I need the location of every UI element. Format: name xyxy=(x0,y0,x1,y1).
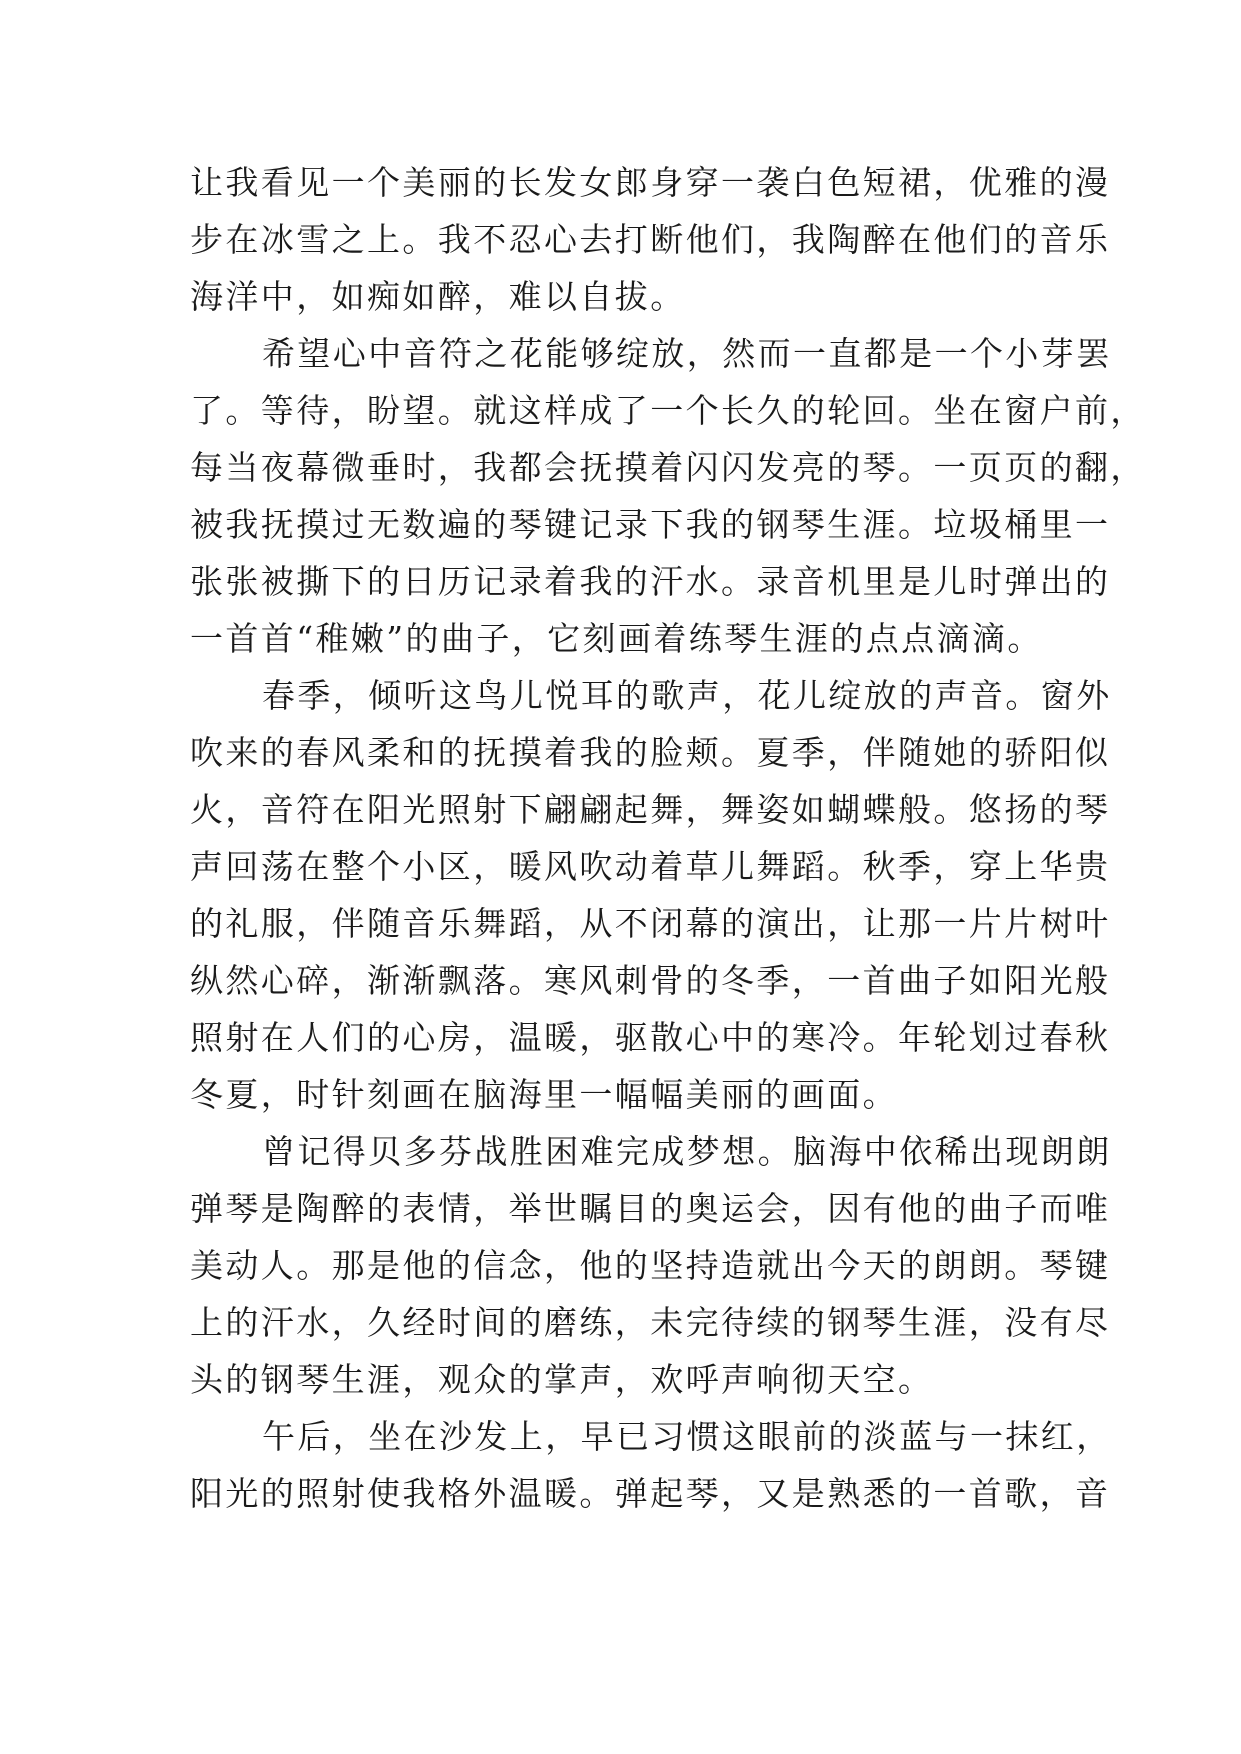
text-line: 吹来的春风柔和的抚摸着我的脸颊。夏季，伴随她的骄阳似 xyxy=(190,733,1111,772)
document-page xyxy=(190,154,1146,1522)
text-line: 被我抚摸过无数遍的琴键记录下我的钢琴生涯。垃圾桶里一 xyxy=(190,505,1111,544)
text-line: 头的钢琴生涯，观众的掌声，欢呼声响彻天空。 xyxy=(190,1360,934,1399)
text-line: 曾记得贝多芬战胜困难完成梦想。脑海中依稀出现朗朗 xyxy=(262,1132,1112,1171)
text-line: 春季，倾听这鸟儿悦耳的歌声，花儿绽放的声音。窗外 xyxy=(262,676,1112,715)
text-line: 声回荡在整个小区，暖风吹动着草儿舞蹈。秋季，穿上华贵 xyxy=(190,847,1111,886)
text-line: 让我看见一个美丽的长发女郎身穿一袭白色短裙，优雅的漫 xyxy=(190,163,1111,202)
text-line: 步在冰雪之上。我不忍心去打断他们，我陶醉在他们的音乐 xyxy=(190,220,1111,259)
text-line: 冬夏，时针刻画在脑海里一幅幅美丽的画面。 xyxy=(190,1075,898,1114)
text-line: 上的汗水，久经时间的磨练，未完待续的钢琴生涯，没有尽 xyxy=(190,1303,1111,1342)
text-line: 张张被撕下的日历记录着我的汗水。录音机里是儿时弹出的 xyxy=(190,562,1111,601)
text-line: 了。等待，盼望。就这样成了一个长久的轮回。坐在窗户前， xyxy=(190,391,1146,430)
text-line: 美动人。那是他的信念，他的坚持造就出今天的朗朗。琴键 xyxy=(190,1246,1111,1285)
text-line: 午后，坐在沙发上，早已习惯这眼前的淡蓝与一抹红， xyxy=(262,1417,1112,1456)
text-line: 阳光的照射使我格外温暖。弹起琴，又是熟悉的一首歌，音 xyxy=(190,1474,1111,1513)
paragraph xyxy=(190,1123,1112,1408)
paragraph xyxy=(190,154,1111,325)
paragraph xyxy=(190,325,1146,667)
text-line: 一首首“稚嫩”的曲子，它刻画着练琴生涯的点点滴滴。 xyxy=(190,619,1043,658)
text-line: 照射在人们的心房，温暖，驱散心中的寒冷。年轮划过春秋 xyxy=(190,1018,1111,1057)
text-line: 纵然心碎，渐渐飘落。寒风刺骨的冬季，一首曲子如阳光般 xyxy=(190,961,1111,1000)
text-line: 的礼服，伴随音乐舞蹈，从不闭幕的演出，让那一片片树叶 xyxy=(190,904,1111,943)
text-line: 希望心中音符之花能够绽放，然而一直都是一个小芽罢 xyxy=(262,334,1112,373)
paragraph xyxy=(190,1408,1112,1522)
text-line: 海洋中，如痴如醉，难以自拔。 xyxy=(190,277,686,316)
text-line: 火，音符在阳光照射下翩翩起舞，舞姿如蝴蝶般。悠扬的琴 xyxy=(190,790,1111,829)
text-line: 弹琴是陶醉的表情，举世瞩目的奥运会，因有他的曲子而唯 xyxy=(190,1189,1111,1228)
paragraph xyxy=(190,667,1112,1123)
text-line: 每当夜幕微垂时，我都会抚摸着闪闪发亮的琴。一页页的翻， xyxy=(190,448,1146,487)
